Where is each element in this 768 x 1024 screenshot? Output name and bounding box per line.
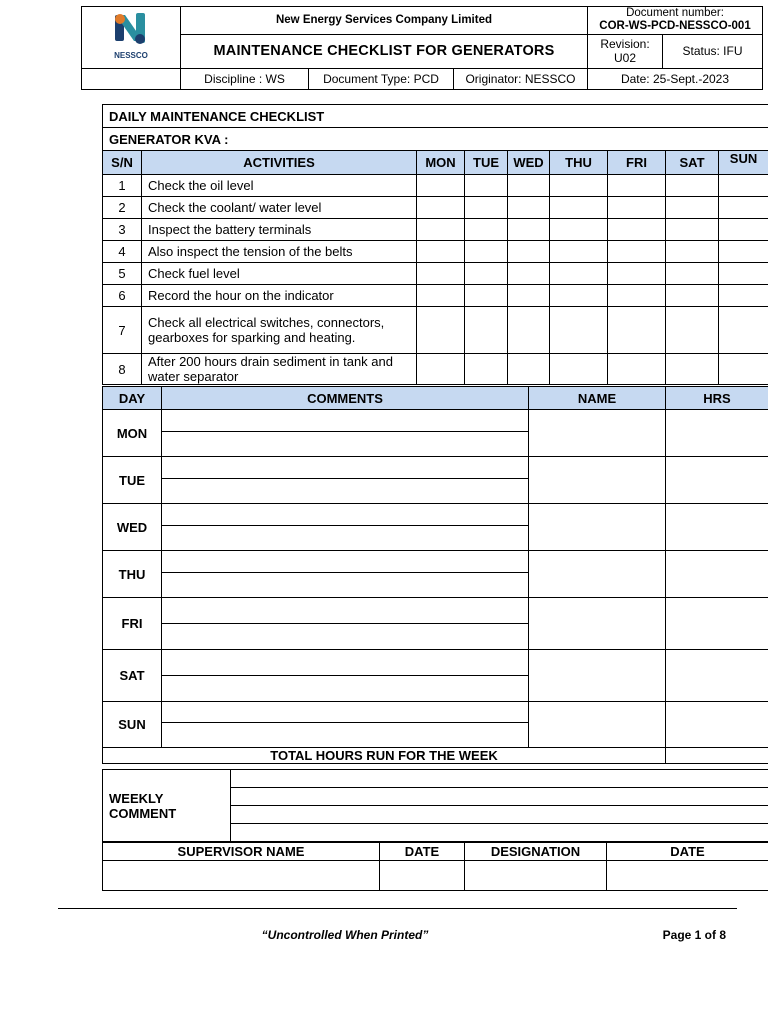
check-cell-wed[interactable] xyxy=(508,197,550,219)
weekly-label-line2: COMMENT xyxy=(109,805,177,821)
comment-line[interactable] xyxy=(162,573,529,598)
daily-checklist-table xyxy=(102,104,768,385)
day-label-fri: FRI xyxy=(103,598,162,650)
hours-field[interactable] xyxy=(666,551,768,598)
comment-day-row xyxy=(103,504,768,526)
nessco-logo xyxy=(101,7,161,65)
checklist-row xyxy=(103,285,768,307)
col-fri-header: FRI xyxy=(608,151,666,175)
second-date-field[interactable] xyxy=(607,861,768,891)
col-wed-header: WED xyxy=(508,151,550,175)
hours-field[interactable] xyxy=(666,650,768,702)
check-cell-thu[interactable] xyxy=(550,219,608,241)
footer-divider xyxy=(58,908,737,909)
col-sun-header: SUN xyxy=(719,151,768,175)
check-cell-mon[interactable] xyxy=(417,354,465,385)
document-date: Date: 25-Sept.-2023 xyxy=(588,69,763,90)
check-cell-sat[interactable] xyxy=(666,197,719,219)
weekly-comment-line[interactable] xyxy=(231,806,768,824)
check-cell-fri[interactable] xyxy=(608,354,666,385)
hours-field[interactable] xyxy=(666,504,768,551)
comment-line[interactable] xyxy=(162,504,529,526)
row-sn: 4 xyxy=(103,241,142,263)
check-cell-sun[interactable] xyxy=(719,285,768,307)
day-label-thu: THU xyxy=(103,551,162,598)
check-cell-wed[interactable] xyxy=(508,241,550,263)
checklist-title: DAILY MAINTENANCE CHECKLIST xyxy=(103,105,768,128)
check-cell-mon[interactable] xyxy=(417,175,465,197)
page-number: Page 1 of 8 xyxy=(662,928,726,942)
check-cell-fri[interactable] xyxy=(608,197,666,219)
row-sn: 6 xyxy=(103,285,142,307)
check-cell-tue[interactable] xyxy=(465,307,508,354)
row-activity: Check fuel level xyxy=(142,263,417,285)
col-day-header: DAY xyxy=(103,387,162,410)
row-sn: 2 xyxy=(103,197,142,219)
designation-field[interactable] xyxy=(465,861,607,891)
hours-field[interactable] xyxy=(666,702,768,748)
checklist-row xyxy=(103,175,768,197)
comment-line[interactable] xyxy=(162,624,529,650)
checklist-row xyxy=(103,219,768,241)
check-cell-thu[interactable] xyxy=(550,175,608,197)
uncontrolled-notice: “Uncontrolled When Printed” xyxy=(261,928,429,942)
check-cell-mon[interactable] xyxy=(417,241,465,263)
day-label-sat: SAT xyxy=(103,650,162,702)
name-field[interactable] xyxy=(529,504,666,551)
supervisor-signoff-table xyxy=(102,842,768,891)
check-cell-thu[interactable] xyxy=(550,307,608,354)
name-field[interactable] xyxy=(529,551,666,598)
logo-cell xyxy=(82,7,181,69)
check-cell-tue[interactable] xyxy=(465,175,508,197)
name-field[interactable] xyxy=(529,410,666,457)
comment-line[interactable] xyxy=(162,723,529,748)
check-cell-sun[interactable] xyxy=(719,354,768,385)
day-label-sun: SUN xyxy=(103,702,162,748)
comment-line[interactable] xyxy=(162,598,529,624)
check-cell-sat[interactable] xyxy=(666,285,719,307)
comment-day-row xyxy=(103,551,768,573)
comment-day-row xyxy=(103,457,768,479)
check-cell-fri[interactable] xyxy=(608,241,666,263)
total-hours-label: TOTAL HOURS RUN FOR THE WEEK xyxy=(103,748,666,764)
comment-day-row xyxy=(103,598,768,624)
check-cell-thu[interactable] xyxy=(550,354,608,385)
checklist-rows xyxy=(103,175,768,385)
check-cell-sat[interactable] xyxy=(666,307,719,354)
check-cell-tue[interactable] xyxy=(465,354,508,385)
row-sn: 8 xyxy=(103,354,142,385)
total-hours-field[interactable] xyxy=(666,748,768,764)
revision: Revision: U02 xyxy=(588,34,663,68)
comment-line[interactable] xyxy=(162,702,529,723)
row-sn: 3 xyxy=(103,219,142,241)
check-cell-sun[interactable] xyxy=(719,307,768,354)
col-thu-header: THU xyxy=(550,151,608,175)
check-cell-sun[interactable] xyxy=(719,197,768,219)
name-field[interactable] xyxy=(529,702,666,748)
document-type: Document Type: PCD xyxy=(309,69,454,90)
checklist-row xyxy=(103,197,768,219)
supervisor-date-header: DATE xyxy=(380,843,465,861)
col-sn-header: S/N xyxy=(103,151,142,175)
check-cell-fri[interactable] xyxy=(608,219,666,241)
document-number: COR-WS-PCD-NESSCO-001 xyxy=(599,20,751,33)
check-cell-sat[interactable] xyxy=(666,175,719,197)
comment-line[interactable] xyxy=(162,457,529,479)
row-activity: Check the oil level xyxy=(142,175,417,197)
col-mon-header: MON xyxy=(417,151,465,175)
check-cell-fri[interactable] xyxy=(608,307,666,354)
check-cell-tue[interactable] xyxy=(465,285,508,307)
check-cell-sun[interactable] xyxy=(719,263,768,285)
day-label-wed: WED xyxy=(103,504,162,551)
check-cell-sun[interactable] xyxy=(719,219,768,241)
check-cell-fri[interactable] xyxy=(608,175,666,197)
comment-line[interactable] xyxy=(162,479,529,504)
check-cell-tue[interactable] xyxy=(465,241,508,263)
hours-field[interactable] xyxy=(666,410,768,457)
check-cell-wed[interactable] xyxy=(508,263,550,285)
col-tue-header: TUE xyxy=(465,151,508,175)
weekly-comment-label xyxy=(103,770,231,842)
check-cell-thu[interactable] xyxy=(550,285,608,307)
generator-kva-field: GENERATOR KVA : xyxy=(103,128,768,151)
row-sn: 7 xyxy=(103,307,142,354)
row-sn: 1 xyxy=(103,175,142,197)
weekly-comment-line[interactable] xyxy=(231,824,768,842)
check-cell-wed[interactable] xyxy=(508,175,550,197)
weekly-comment-line[interactable] xyxy=(231,770,768,788)
check-cell-sat[interactable] xyxy=(666,241,719,263)
check-cell-wed[interactable] xyxy=(508,285,550,307)
comment-line[interactable] xyxy=(162,676,529,702)
col-sat-header: SAT xyxy=(666,151,719,175)
check-cell-wed[interactable] xyxy=(508,307,550,354)
status: Status: IFU xyxy=(663,34,763,68)
comment-day-row xyxy=(103,702,768,723)
check-cell-mon[interactable] xyxy=(417,285,465,307)
check-cell-fri[interactable] xyxy=(608,263,666,285)
row-activity: Inspect the battery terminals xyxy=(142,219,417,241)
check-cell-mon[interactable] xyxy=(417,219,465,241)
supervisor-name-field[interactable] xyxy=(103,861,380,891)
row-activity: After 200 hours drain sediment in tank and water separator xyxy=(142,354,417,385)
svg-text:NESSCO: NESSCO xyxy=(114,51,148,60)
row-activity: Record the hour on the indicator xyxy=(142,285,417,307)
check-cell-tue[interactable] xyxy=(465,197,508,219)
check-cell-wed[interactable] xyxy=(508,219,550,241)
check-cell-mon[interactable] xyxy=(417,263,465,285)
document-title: MAINTENANCE CHECKLIST FOR GENERATORS xyxy=(181,34,588,68)
check-cell-sat[interactable] xyxy=(666,354,719,385)
check-cell-sat[interactable] xyxy=(666,219,719,241)
name-field[interactable] xyxy=(529,457,666,504)
check-cell-tue[interactable] xyxy=(465,219,508,241)
row-activity: Check the coolant/ water level xyxy=(142,197,417,219)
supervisor-name-header: SUPERVISOR NAME xyxy=(103,843,380,861)
hours-field[interactable] xyxy=(666,598,768,650)
supervisor-date-field[interactable] xyxy=(380,861,465,891)
comment-day-row xyxy=(103,650,768,676)
document-header xyxy=(81,6,763,90)
check-cell-sun[interactable] xyxy=(719,175,768,197)
checklist-row xyxy=(103,354,768,385)
row-activity: Check all electrical switches, connectors, gearboxes for sparking and heating. xyxy=(142,307,417,354)
designation-header: DESIGNATION xyxy=(465,843,607,861)
check-cell-wed[interactable] xyxy=(508,354,550,385)
comment-rows xyxy=(103,410,768,748)
comment-line[interactable] xyxy=(162,432,529,457)
check-cell-tue[interactable] xyxy=(465,263,508,285)
check-cell-mon[interactable] xyxy=(417,307,465,354)
document-number-cell xyxy=(588,7,763,35)
row-sn: 5 xyxy=(103,263,142,285)
col-activities-header: ACTIVITIES xyxy=(142,151,417,175)
weekly-comment-line[interactable] xyxy=(231,788,768,806)
comment-line[interactable] xyxy=(162,410,529,432)
row-activity: Also inspect the tension of the belts xyxy=(142,241,417,263)
hours-field[interactable] xyxy=(666,457,768,504)
check-cell-thu[interactable] xyxy=(550,197,608,219)
col-comments-header: COMMENTS xyxy=(162,387,529,410)
check-cell-mon[interactable] xyxy=(417,197,465,219)
col-hrs-header: HRS xyxy=(666,387,768,410)
company-name: New Energy Services Company Limited xyxy=(181,7,588,35)
second-date-header: DATE xyxy=(607,843,768,861)
comment-day-row xyxy=(103,410,768,432)
name-field[interactable] xyxy=(529,598,666,650)
comment-line[interactable] xyxy=(162,526,529,551)
daily-comments-table xyxy=(102,386,768,764)
discipline: Discipline : WS xyxy=(181,69,309,90)
check-cell-thu[interactable] xyxy=(550,263,608,285)
day-label-mon: MON xyxy=(103,410,162,457)
check-cell-thu[interactable] xyxy=(550,241,608,263)
name-field[interactable] xyxy=(529,650,666,702)
check-cell-fri[interactable] xyxy=(608,285,666,307)
weekly-label-line1: WEEKLY xyxy=(109,790,164,806)
checklist-row xyxy=(103,241,768,263)
checklist-row xyxy=(103,307,768,354)
document-number-label: Document number: xyxy=(626,7,724,20)
comment-line[interactable] xyxy=(162,551,529,573)
weekly-comment-table xyxy=(102,769,768,842)
check-cell-sat[interactable] xyxy=(666,263,719,285)
checklist-row xyxy=(103,263,768,285)
originator: Originator: NESSCO xyxy=(454,69,588,90)
check-cell-sun[interactable] xyxy=(719,241,768,263)
col-name-header: NAME xyxy=(529,387,666,410)
comment-line[interactable] xyxy=(162,650,529,676)
day-label-tue: TUE xyxy=(103,457,162,504)
